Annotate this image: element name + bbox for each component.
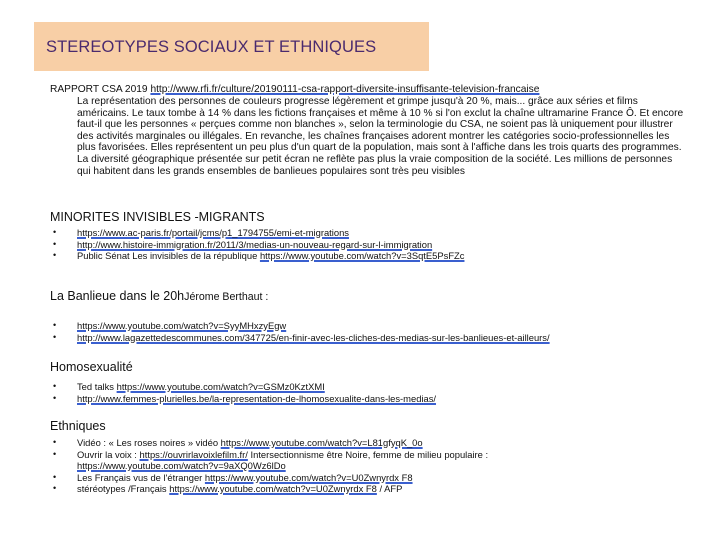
item-text: Les Français vus de l'étranger	[77, 471, 205, 483]
homosexualite-heading: Homosexualité	[50, 360, 133, 374]
list-item	[50, 437, 557, 449]
link-gazette-communes[interactable]: http://www.lagazettedescommunes.com/347725/en-finir-avec-les-cliches-des-medias-sur-les-banlieues-et-ailleurs/	[77, 331, 550, 343]
link-public-senat-video[interactable]: https://www.youtube.com/watch?v=3SqtE5PsFZc	[259, 250, 465, 262]
ethniques-heading: Ethniques	[50, 419, 106, 433]
item-text: stéréotypes /Français	[77, 483, 170, 495]
item-text: Vidéo : « Les roses noires » vidéo	[77, 437, 221, 448]
banlieue-title: La Banlieue dans le 20h	[50, 289, 185, 303]
title-banner	[34, 22, 429, 71]
list-item	[50, 483, 557, 495]
item-text: / AFP	[376, 483, 403, 495]
link-ac-paris[interactable]: https://www.ac-paris.fr/portail/jcms/p1_1794755/emi-et-migrations	[77, 227, 349, 238]
link-ouvrir-la-voix[interactable]: https://ouvrirlavoixlefilm.fr/	[139, 448, 248, 460]
page-title: STEREOTYPES SOCIAUX ET ETHNIQUES	[46, 38, 377, 56]
link-banlieue-video[interactable]: https://www.youtube.com/watch?v=SyyMHxzyEgw	[77, 320, 287, 331]
link-histoire-immigration[interactable]: http://www.histoire-immigration.fr/2011/3/medias-un-nouveau-regard-sur-l-immigration	[77, 238, 433, 250]
minorites-list	[50, 227, 464, 262]
link-intersectionnisme-video[interactable]: https://www.youtube.com/watch?v=9aXQ0Wz6lDo	[77, 460, 286, 472]
minorites-heading: MINORITES INVISIBLES -MIGRANTS	[50, 210, 265, 224]
csa-paragraph: La représentation des personnes de couleurs progresse légèrement et grimpe jusqu'à 20 %, mais... grâce aux séries et films américains. Le taux tombe à 14 % dans les fictions françaises et même à 10 % si l'on exclut la chaîne ultramarine France Ô. Et encore faut-il que les personnes « perçues comme non blanches », selon la terminologie du CSA, ne soient pas là uniquement pour illustrer des activités marginales ou illégales. En revanche, les chaînes françaises adorent montrer les catégories socio-professionnelles les plus favorisées. Elles représentent un peu plus d'un quart de la population, mais sont à l'affiche dans les trois quarts des programmes. La diversité géographique présentée sur petit écran ne reflète pas plus la vraie composition de la société. Les millions de personnes qui habitent dans les grands ensembles de banlieues populaires sont très peu visibles	[77, 96, 684, 177]
item-text: Intersectionnisme être Noire, femme de milieu populaire :	[247, 448, 489, 460]
banlieue-list	[50, 320, 550, 343]
item-text: Ouvrir la voix :	[77, 448, 140, 460]
list-item	[50, 239, 464, 251]
csa-link[interactable]: http://www.rfi.fr/culture/20190111-csa-rapport-diversite-insuffisante-television-francaise	[150, 84, 540, 95]
item-text: Ted talks	[77, 381, 117, 392]
link-stereotypes-francais[interactable]: https://www.youtube.com/watch?v=U0Zwnyrdx F8	[169, 483, 377, 495]
homosexualite-list	[50, 381, 436, 404]
list-item	[50, 393, 436, 405]
ethniques-list	[50, 437, 557, 495]
banlieue-author: Jérome Berthaut :	[184, 291, 269, 303]
link-femmes-plurielles[interactable]: http://www.femmes-plurielles.be/la-representation-de-lhomosexualite-dans-les-medias/	[77, 392, 437, 404]
list-item	[50, 250, 464, 262]
list-item	[50, 381, 436, 393]
link-francais-etranger[interactable]: https://www.youtube.com/watch?v=U0Zwnyrdx F8	[204, 471, 413, 483]
list-item	[50, 227, 464, 239]
list-item	[50, 332, 550, 344]
link-roses-noires[interactable]: https://www.youtube.com/watch?v=L81gfyqK_0o	[220, 437, 423, 448]
csa-report-line	[50, 84, 539, 96]
item-text: Public Sénat Les invisibles de la république	[77, 250, 260, 262]
link-ted-talk[interactable]: https://www.youtube.com/watch?v=GSMz0KztXMI	[116, 381, 325, 392]
list-item	[50, 320, 550, 332]
csa-label: RAPPORT CSA 2019	[50, 84, 148, 95]
list-item	[50, 449, 557, 472]
list-item	[50, 472, 557, 484]
banlieue-heading	[50, 289, 268, 303]
